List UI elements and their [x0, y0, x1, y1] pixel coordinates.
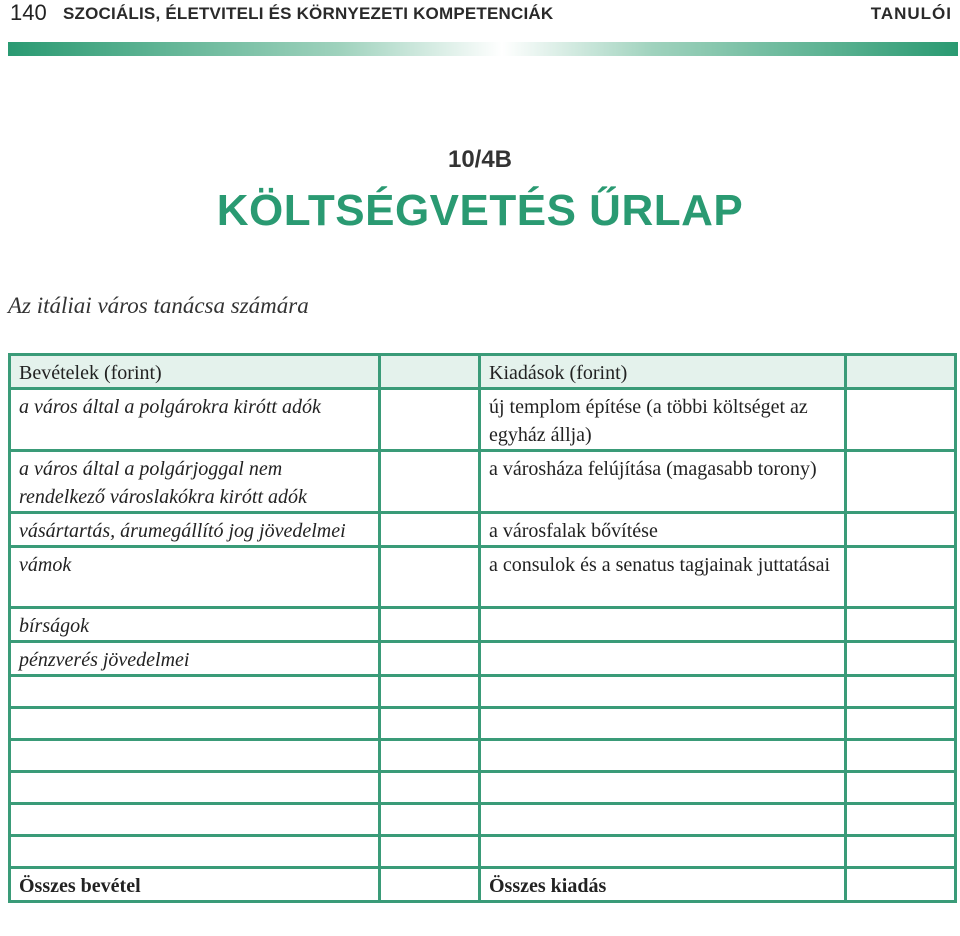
income-amount-cell[interactable] — [380, 836, 480, 868]
table-row — [10, 547, 956, 608]
expense-item — [480, 642, 846, 676]
document-title: KÖLTSÉGVETÉS ŰRLAP — [216, 186, 744, 235]
table-row — [10, 676, 956, 708]
expense-item — [480, 804, 846, 836]
total-expense-label: Összes kiadás — [480, 868, 846, 902]
income-amount-cell[interactable] — [380, 389, 480, 451]
income-amount-cell[interactable] — [380, 740, 480, 772]
expense-amount-cell[interactable] — [846, 642, 956, 676]
expense-item — [480, 608, 846, 642]
income-item — [10, 804, 380, 836]
expense-item — [480, 676, 846, 708]
income-item: a város által a polgárokra kirótt adók — [10, 389, 380, 451]
expense-amount-cell[interactable] — [846, 389, 956, 451]
income-item — [10, 708, 380, 740]
income-amount-cell[interactable] — [380, 608, 480, 642]
expense-item: a városfalak bővítése — [480, 513, 846, 547]
expense-amount-cell[interactable] — [846, 676, 956, 708]
page-number: 140 — [10, 0, 47, 25]
expense-header: Kiadások (forint) — [480, 355, 846, 389]
table-row — [10, 740, 956, 772]
expense-item: a consulok és a senatus tagjainak juttatásai — [480, 547, 846, 608]
income-item: a város által a polgárjoggal nem rendelkező városlakókra kirótt adók — [10, 451, 380, 513]
document-subtitle: Az itáliai város tanácsa számára — [8, 293, 309, 318]
income-item: pénzverés jövedelmei — [10, 642, 380, 676]
income-amount-header — [380, 355, 480, 389]
page-header — [0, 0, 960, 40]
expense-item — [480, 708, 846, 740]
income-amount-cell[interactable] — [380, 451, 480, 513]
table-row — [10, 451, 956, 513]
expense-amount-cell[interactable] — [846, 547, 956, 608]
budget-table — [8, 353, 957, 903]
table-row — [10, 642, 956, 676]
expense-amount-cell[interactable] — [846, 740, 956, 772]
income-item — [10, 676, 380, 708]
expense-amount-cell[interactable] — [846, 608, 956, 642]
document-code: 10/4B — [447, 146, 513, 173]
table-row — [10, 772, 956, 804]
income-amount-cell[interactable] — [380, 676, 480, 708]
income-item: vásártartás, árumegállító jog jövedelmei — [10, 513, 380, 547]
income-header: Bevételek (forint) — [10, 355, 380, 389]
income-item: vámok — [10, 547, 380, 608]
expense-item — [480, 836, 846, 868]
expense-amount-cell[interactable] — [846, 451, 956, 513]
table-row — [10, 804, 956, 836]
section-title: SZOCIÁLIS, ÉLETVITELI ÉS KÖRNYEZETI KOMPETENCIÁK — [63, 4, 554, 23]
total-income-amount[interactable] — [380, 868, 480, 902]
expense-item: új templom építése (a többi költséget az egyház állja) — [480, 389, 846, 451]
total-income-label: Összes bevétel — [10, 868, 380, 902]
income-amount-cell[interactable] — [380, 772, 480, 804]
expense-amount-cell[interactable] — [846, 772, 956, 804]
income-amount-cell[interactable] — [380, 804, 480, 836]
income-item — [10, 740, 380, 772]
total-row — [10, 868, 956, 902]
header-rule — [8, 42, 958, 56]
expense-amount-cell[interactable] — [846, 513, 956, 547]
income-item: bírságok — [10, 608, 380, 642]
total-expense-amount[interactable] — [846, 868, 956, 902]
expense-amount-cell[interactable] — [846, 708, 956, 740]
expense-item: a városháza felújítása (magasabb torony) — [480, 451, 846, 513]
income-amount-cell[interactable] — [380, 547, 480, 608]
expense-item — [480, 772, 846, 804]
audience-tag: TANULÓI — [870, 4, 952, 23]
table-row — [10, 608, 956, 642]
table-row — [10, 389, 956, 451]
table-row — [10, 836, 956, 868]
expense-amount-cell[interactable] — [846, 804, 956, 836]
table-header-row — [10, 355, 956, 389]
table-row — [10, 708, 956, 740]
table-row — [10, 513, 956, 547]
income-amount-cell[interactable] — [380, 708, 480, 740]
income-item — [10, 836, 380, 868]
expense-amount-cell[interactable] — [846, 836, 956, 868]
income-item — [10, 772, 380, 804]
expense-item — [480, 740, 846, 772]
income-amount-cell[interactable] — [380, 513, 480, 547]
expense-amount-header — [846, 355, 956, 389]
income-amount-cell[interactable] — [380, 642, 480, 676]
